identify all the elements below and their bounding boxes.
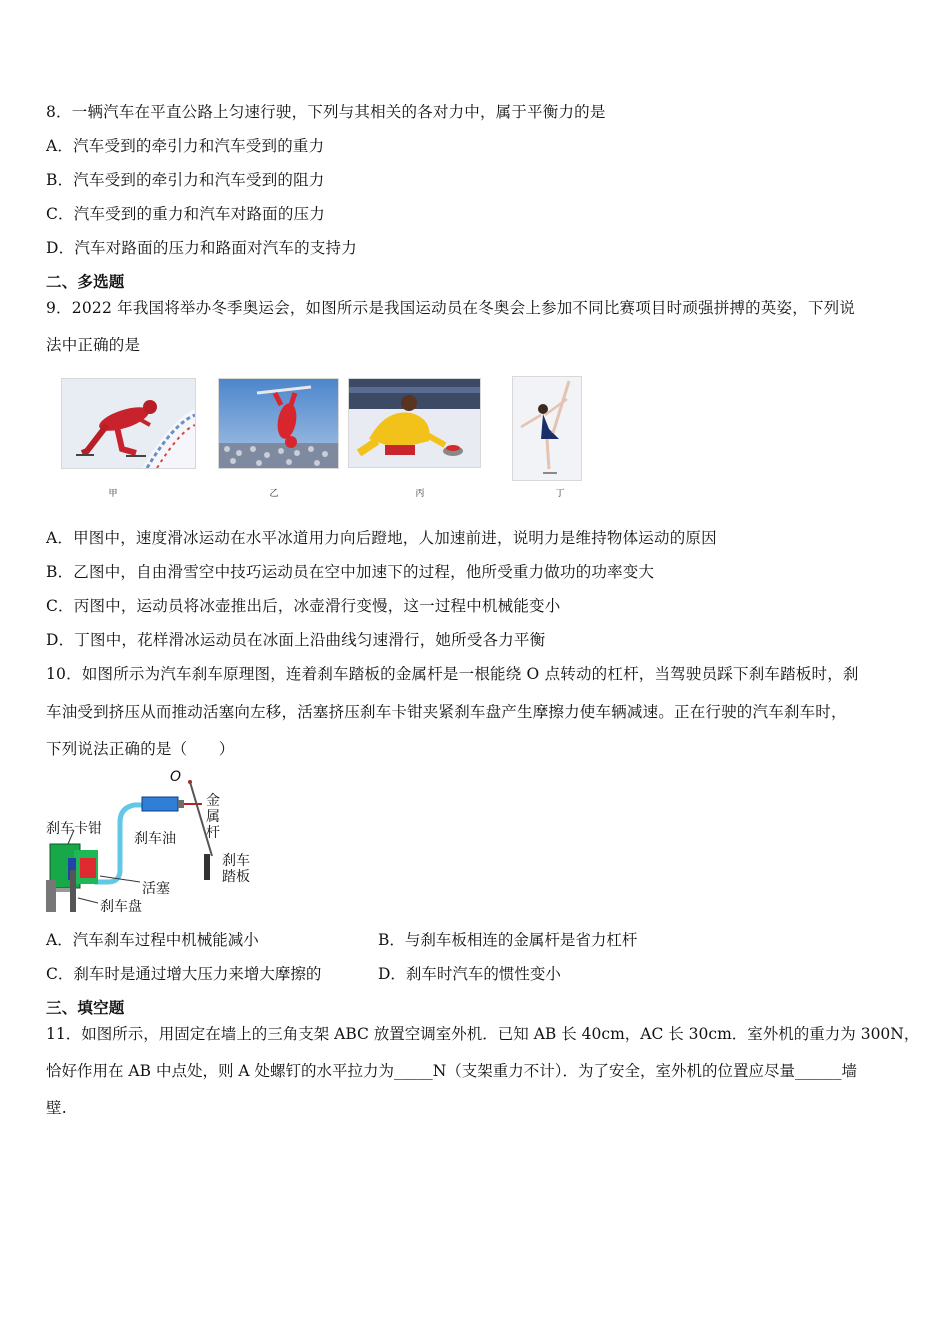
q9-option-c: C．丙图中，运动员将冰壶推出后，冰壶滑行变慢，这一过程中机械能变小 xyxy=(46,597,561,615)
q9-option-a: A．甲图中，速度滑冰运动在水平冰道用力向后蹬地，人加速前进，说明力是维持物体运动的原因 xyxy=(46,529,717,547)
diagram-label-pedal-2: 踏板 xyxy=(222,869,250,885)
section-heading-multi-choice: 二、多选题 xyxy=(46,272,125,291)
q9-option-b: B．乙图中，自由滑雪空中技巧运动员在空中加速下的过程，他所受重力做功的功率变大 xyxy=(46,563,655,581)
q10-stem-line1: 10．如图所示为汽车刹车原理图，连着刹车踏板的金属杆是一根能绕 O 点转动的杠杆，当驾驶员踩下刹车踏板时，刹 xyxy=(46,665,859,683)
diagram-label-piston: 活塞 xyxy=(142,881,170,897)
photo-figure-skater xyxy=(512,376,582,481)
diagram-label-disc: 刹车盘 xyxy=(100,899,142,915)
diagram-label-rod-3: 杆 xyxy=(206,825,220,841)
brake-diagram xyxy=(44,770,264,918)
q9-stem-line1: 9．2022 年我国将举办冬季奥运会，如图所示是我国运动员在冬奥会上参加不同比赛项目时顽强拼搏的英姿，下列说 xyxy=(46,299,856,317)
q8-stem: 8．一辆汽车在平直公路上匀速行驶，下列与其相关的各对力中，属于平衡力的是 xyxy=(46,103,606,121)
q10-stem-line2: 车油受到挤压从而推动活塞向左移，活塞挤压刹车卡钳夹紧刹车盘产生摩擦力使车辆减速。正在行驶的汽车刹车时， xyxy=(46,703,847,721)
q10-option-c: C．刹车时是通过增大压力来增大摩擦的 xyxy=(46,965,322,983)
q10-option-d: D．刹车时汽车的惯性变小 xyxy=(378,965,561,983)
q9-option-d: D．丁图中，花样滑冰运动员在冰面上沿曲线匀速滑行，她所受各力平衡 xyxy=(46,631,546,649)
section-heading-fill-in: 三、填空题 xyxy=(46,998,125,1017)
photo-speed-skater xyxy=(61,378,196,469)
diagram-label-rod-1: 金 xyxy=(206,793,220,809)
q8-option-b: B．汽车受到的牵引力和汽车受到的阻力 xyxy=(46,171,325,189)
q11-line3: 壁. xyxy=(46,1099,67,1117)
caption-ding: 丁 xyxy=(555,489,565,499)
q8-option-a: A．汽车受到的牵引力和汽车受到的重力 xyxy=(46,137,325,155)
q8-option-d: D．汽车对路面的压力和路面对汽车的支持力 xyxy=(46,239,357,257)
diagram-label-rod-2: 属 xyxy=(206,809,220,825)
diagram-label-pedal-1: 刹车 xyxy=(222,853,250,869)
diagram-label-oil: 刹车油 xyxy=(134,831,176,847)
q8-option-c: C．汽车受到的重力和汽车对路面的压力 xyxy=(46,205,325,223)
q9-stem-line2: 法中正确的是 xyxy=(46,336,141,354)
diagram-label-caliper: 刹车卡钳 xyxy=(46,821,102,837)
caption-yi: 乙 xyxy=(269,489,279,499)
caption-jia: 甲 xyxy=(108,489,118,499)
diagram-label-o: O xyxy=(170,769,182,785)
q11-line1: 11．如图所示，用固定在墙上的三角支架 ABC 放置空调室外机．已知 AB 长 40cm，AC 长 30cm．室外机的重力为 300N， xyxy=(46,1025,920,1043)
q10-option-b: B．与刹车板相连的金属杆是省力杠杆 xyxy=(378,931,638,949)
q11-line2: 恰好作用在 AB 中点处，则 A 处螺钉的水平拉力为_____N（支架重力不计）．为了安全，室外机的位置应尽量______墙 xyxy=(46,1062,858,1080)
photo-curling xyxy=(348,378,481,468)
caption-bing: 丙 xyxy=(415,489,425,499)
q10-stem-line3: 下列说法正确的是（ ） xyxy=(46,740,235,758)
q10-option-a: A．汽车刹车过程中机械能减小 xyxy=(46,931,259,949)
photo-aerial-skier xyxy=(218,378,339,469)
